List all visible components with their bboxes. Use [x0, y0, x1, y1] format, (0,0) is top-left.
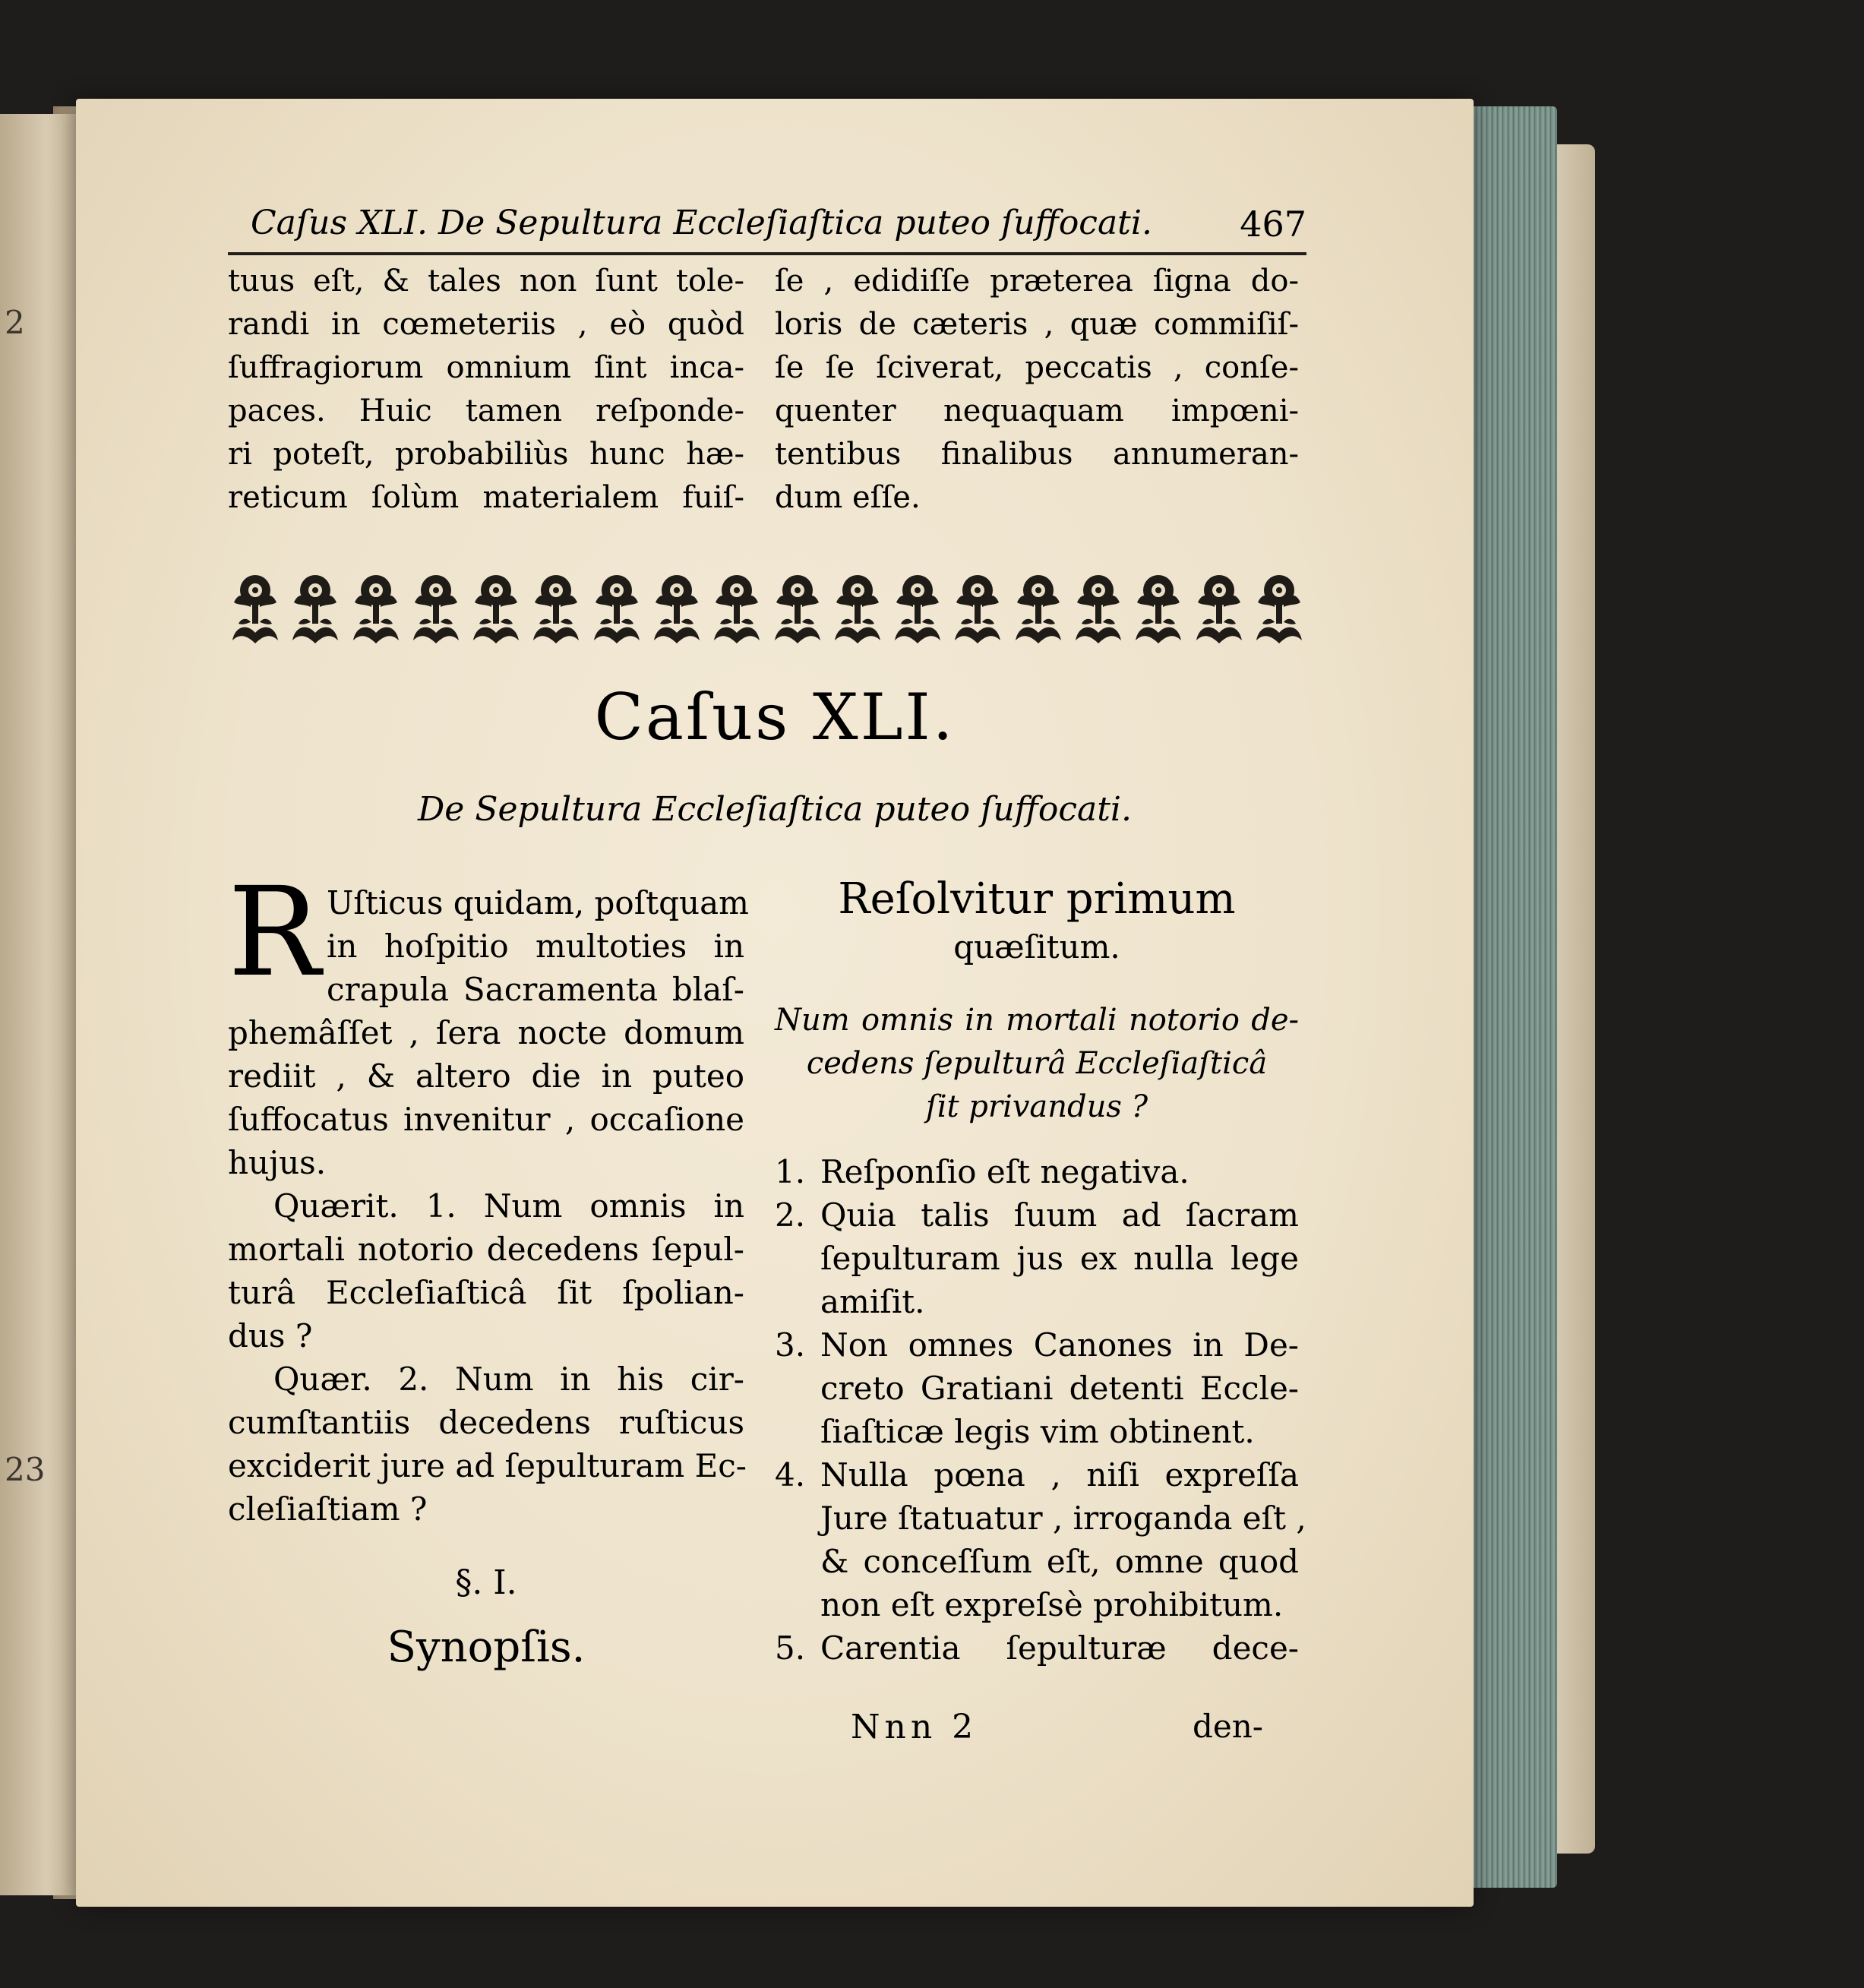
left-body-column: [228, 861, 749, 1672]
fleuron-ornament-icon: [228, 567, 283, 651]
fleuron-ornament-icon: [950, 567, 1005, 651]
chapter-subtitle: De Sepultura Eccleſiaſtica puteo ſuffocati.: [418, 790, 1132, 829]
text-line: ſe ſe ſciverat, peccatis , conſe-: [775, 350, 1299, 385]
text-line: in hoſpitio multoties in: [327, 928, 744, 965]
fleuron-ornament-icon: [529, 567, 583, 651]
question-italic-line: cedens ſepulturâ Eccleſiaſticâ: [806, 1046, 1268, 1081]
fleuron-ornament-icon: [1011, 567, 1066, 651]
text-line: tentibus finalibus annumeran-: [775, 437, 1299, 472]
section-mark: §. I.: [455, 1563, 517, 1602]
numbered-item: [775, 1323, 1299, 1453]
item-number: 2.: [775, 1196, 806, 1234]
fleuron-ornament-icon: [469, 567, 523, 651]
question-line: mortali notorio decedens ſepul-: [228, 1231, 744, 1268]
text-line: dum eſſe.: [775, 480, 921, 515]
numbered-item: [775, 1150, 1299, 1193]
numbered-item: [775, 1453, 1306, 1626]
text-line: ſiaſticæ legis vim obtinent.: [820, 1413, 1255, 1450]
prev-page-mark: 23: [5, 1451, 46, 1488]
text-line: creto Gratiani detenti Eccle-: [820, 1370, 1299, 1407]
item-number: 1.: [775, 1153, 806, 1190]
question-line: dus ?: [228, 1317, 313, 1354]
question-line: cumſtantiis decedens ruſticus: [228, 1404, 744, 1441]
question-line: cleſiaſtiam ?: [228, 1490, 428, 1528]
text-line: & conceſſum eſt, omne quod: [820, 1543, 1299, 1580]
text-line: loris de cæteris , quæ commiſiſ-: [775, 307, 1299, 342]
drop-cap: R: [228, 861, 321, 1004]
fleuron-ornament-icon: [830, 567, 885, 651]
fleuron-ornament-icon: [1131, 567, 1186, 651]
synopsis-heading: Synopſis.: [387, 1623, 586, 1672]
text-line: Jure ſtatuatur , irroganda eſt ,: [820, 1500, 1306, 1537]
signature-mark: Nnn 2: [851, 1708, 978, 1746]
text-line: hujus.: [228, 1144, 327, 1181]
item-number: 4.: [775, 1456, 806, 1493]
fleuron-ornament-icon: [890, 567, 945, 651]
resolution-heading: Reſolvitur primum: [838, 874, 1236, 924]
text-line: randi in cœmeteriis , eò quòd: [228, 307, 744, 342]
right-body-column: [775, 874, 1306, 1670]
fleuron-ornament-icon: [1192, 567, 1246, 651]
item-number: 3.: [775, 1326, 806, 1364]
fleuron-ornament-icon: [589, 567, 644, 651]
question-italic-line: Num omnis in mortali notorio de-: [775, 1003, 1299, 1038]
head-rule: [228, 252, 1306, 255]
text-line: phemâſſet , ſera nocte domum: [228, 1014, 744, 1051]
text-line: quenter nequaquam impœni-: [775, 393, 1299, 428]
fleuron-ornament-icon: [349, 567, 403, 651]
text-line: ſuffragiorum omnium ſint inca-: [228, 350, 744, 385]
prev-page-mark: 2: [5, 304, 25, 341]
text-line: rediit , & altero die in puteo: [228, 1057, 744, 1095]
page-fore-edge: [1466, 106, 1557, 1888]
question-line: Quær. 2. Num in his cir-: [273, 1361, 744, 1398]
running-head-title: Caſus XLI. De Sepultura Eccleſiaſtica puteo ſuffocati.: [251, 204, 1152, 242]
text-line: non eſt expreſsè prohibitum.: [820, 1586, 1284, 1623]
numbered-item: [775, 1193, 1299, 1323]
question-line: exciderit jure ad ſepulturam Ec-: [228, 1447, 747, 1484]
text-line: tuus eſt, & tales non ſunt tole-: [228, 264, 744, 299]
page-number: 467: [1240, 204, 1306, 245]
ornament-band: [228, 564, 1306, 655]
catchword: den-: [1193, 1708, 1263, 1745]
fleuron-ornament-icon: [649, 567, 704, 651]
text-line: Non omnes Canones in De-: [820, 1326, 1299, 1364]
question-italic-line: ſit privandus ?: [925, 1089, 1148, 1124]
fleuron-ornament-icon: [1071, 567, 1126, 651]
text-line: reticum ſolùm materialem fuiſ-: [228, 480, 744, 515]
item-number: 5.: [775, 1629, 806, 1667]
fleuron-ornament-icon: [770, 567, 825, 651]
text-line: Reſponſio eſt negativa.: [820, 1153, 1189, 1190]
top-left-column: [228, 260, 744, 520]
top-right-column: [775, 260, 1299, 520]
question-line: turâ Eccleſiaſticâ ſit ſpolian-: [228, 1274, 744, 1311]
text-line: Carentia ſepulturæ dece-: [820, 1629, 1299, 1667]
fleuron-ornament-icon: [288, 567, 343, 651]
text-line: ri poteſt, probabiliùs hunc hæ-: [228, 437, 744, 472]
numbered-item: [775, 1626, 1299, 1670]
text-line: ſe , edidiſſe præterea ſigna do-: [775, 264, 1299, 299]
chapter-title: Caſus XLI.: [594, 680, 956, 754]
text-line: amiſit.: [820, 1283, 925, 1320]
question-line: Quærit. 1. Num omnis in: [273, 1187, 744, 1225]
text-line: Quia talis ſuum ad ſacram: [820, 1196, 1299, 1234]
text-line: Nulla pœna , niſi expreſſa: [820, 1456, 1299, 1493]
fleuron-ornament-icon: [1252, 567, 1306, 651]
text-line: ſepulturam jus ex nulla lege: [820, 1240, 1299, 1277]
previous-page-edge: [0, 114, 84, 1895]
text-line: Uſticus quidam, poſtquam: [327, 884, 749, 921]
text-line: ſuffocatus invenitur , occaſione: [228, 1101, 744, 1138]
fleuron-ornament-icon: [409, 567, 463, 651]
resolution-subheading: quæſitum.: [953, 928, 1120, 966]
text-line: paces. Huic tamen reſponde-: [228, 393, 744, 428]
running-head: [251, 204, 1306, 251]
fleuron-ornament-icon: [709, 567, 764, 651]
text-line: crapula Sacramenta blaſ-: [327, 971, 744, 1008]
